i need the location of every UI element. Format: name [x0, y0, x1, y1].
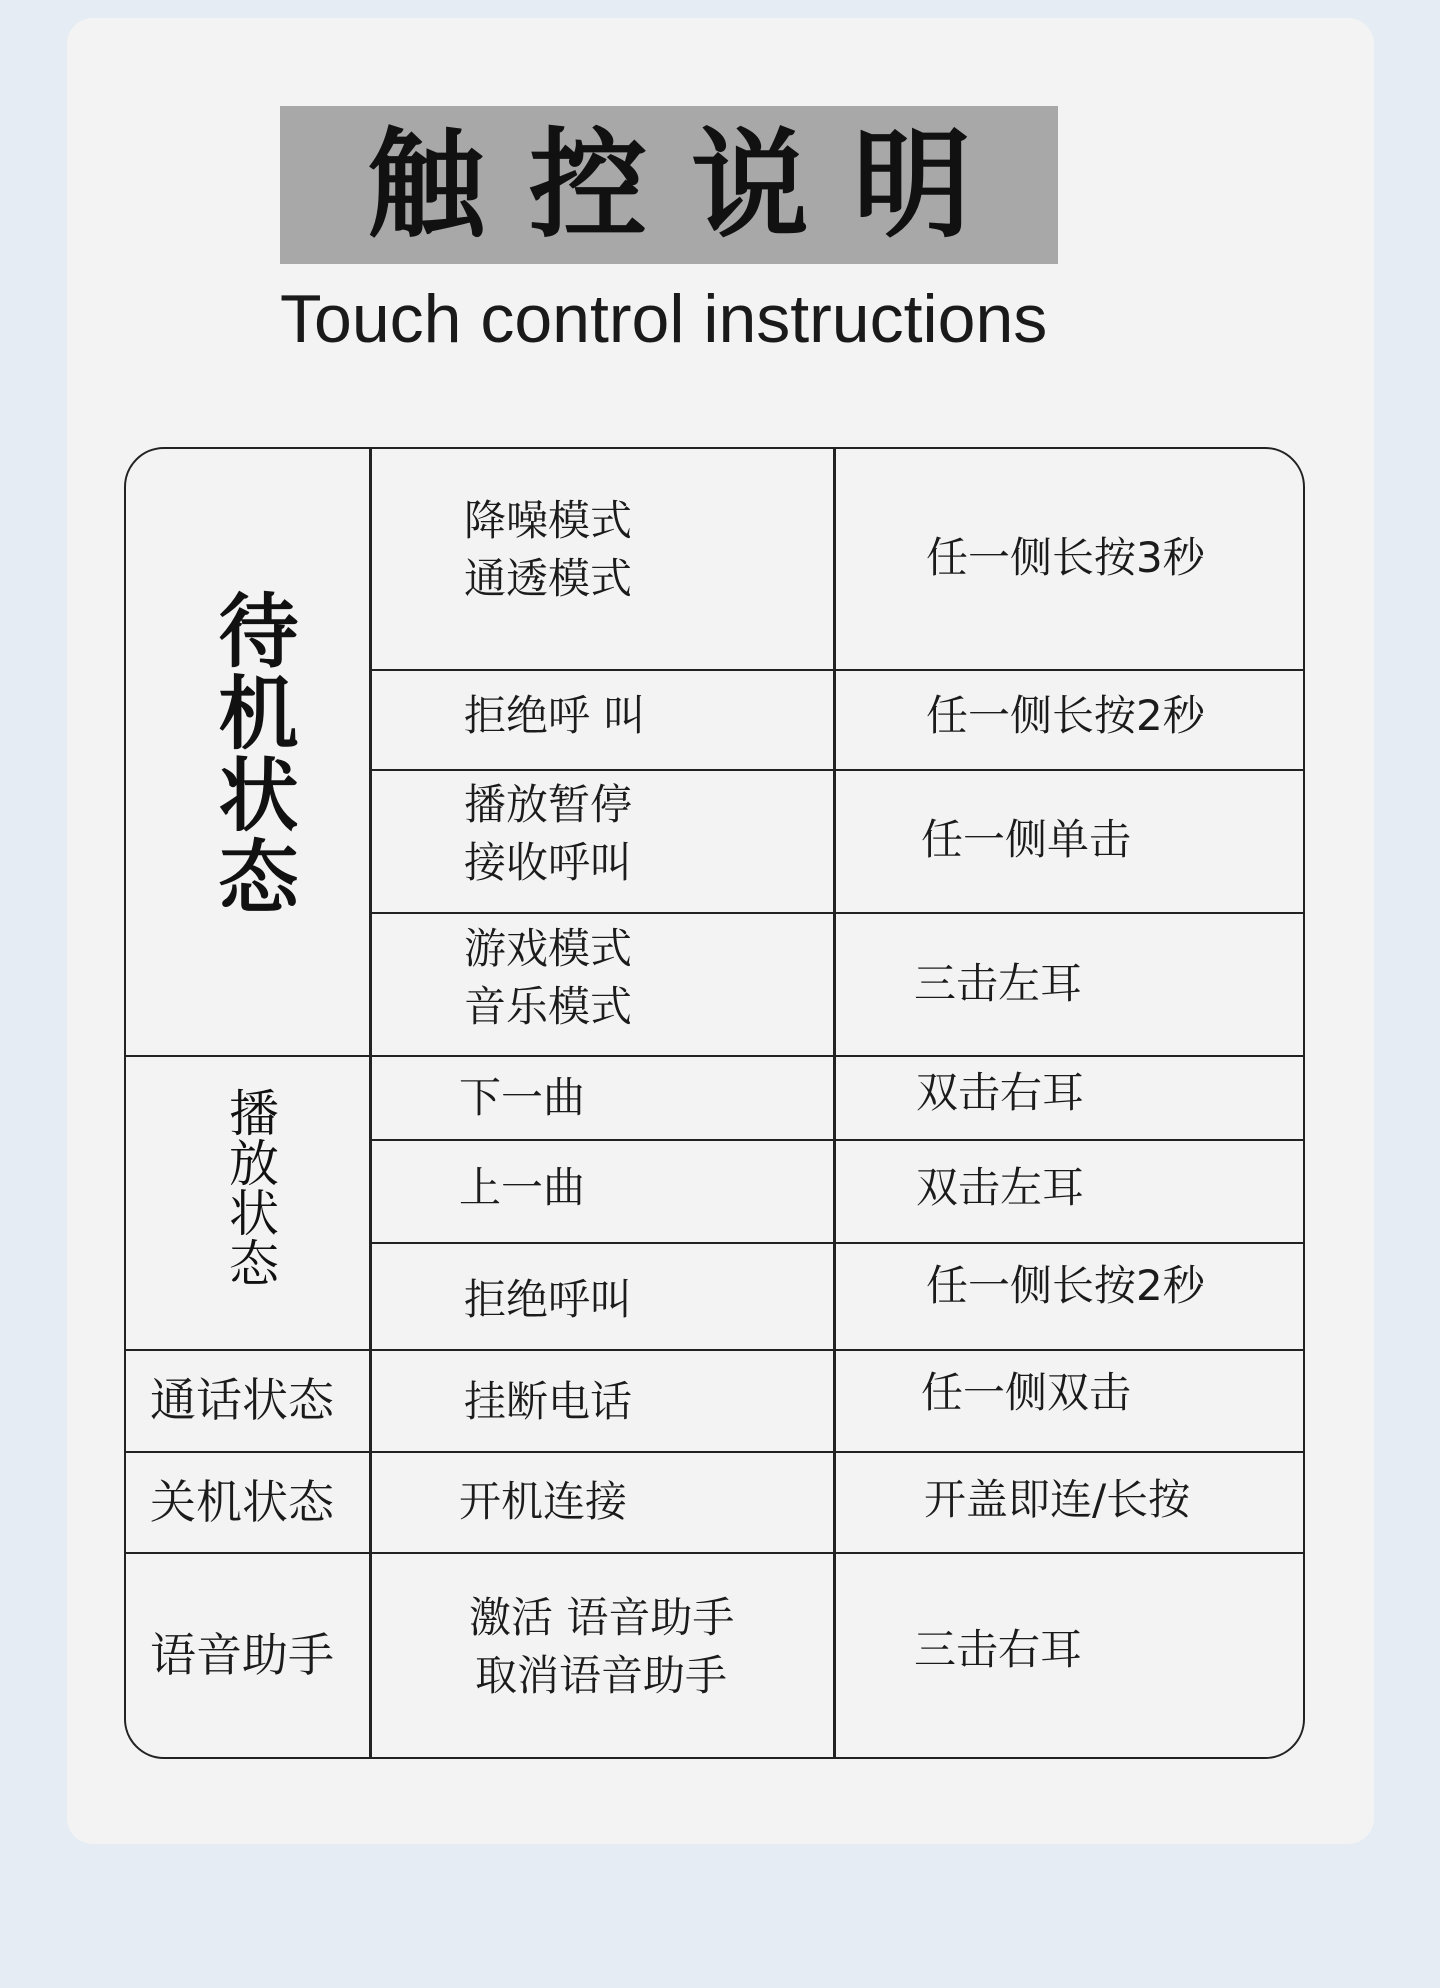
page-subtitle: Touch control instructions: [280, 281, 1048, 357]
action-cell: 三击左耳: [914, 959, 1083, 1008]
action-cell: 任一侧单击: [921, 815, 1132, 864]
page-title: 触控说明: [366, 116, 1015, 254]
action-cell: 任一侧长按3秒: [926, 533, 1205, 582]
row-divider: [126, 1055, 1303, 1057]
group-label-voice-assistant: 语音助手: [150, 1628, 334, 1682]
function-cell: [464, 492, 632, 608]
function-cell: 挂断电话: [464, 1377, 633, 1426]
group-label-playing: 播放状态: [221, 1087, 279, 1287]
title-banner: [280, 106, 1058, 264]
instructions-table: [124, 447, 1305, 1759]
row-divider: [126, 1552, 1303, 1554]
function-text: 游戏模式: [464, 924, 633, 973]
action-cell: 双击左耳: [916, 1163, 1085, 1212]
function-cell: 开机连接: [459, 1477, 628, 1526]
function-cell: [464, 776, 632, 892]
row-divider: [126, 1349, 1303, 1351]
action-cell: 任一侧长按2秒: [926, 691, 1205, 740]
function-text: 降噪模式: [464, 496, 633, 545]
column-divider: [369, 449, 372, 1759]
group-label-standby: 待机状态: [205, 589, 298, 917]
function-cell: [469, 1589, 734, 1705]
function-cell: [464, 920, 632, 1036]
group-label-powered-off: 关机状态: [150, 1475, 334, 1529]
row-divider: [369, 1242, 1303, 1244]
function-cell: 上一曲: [459, 1163, 586, 1212]
column-divider: [833, 449, 836, 1759]
row-divider: [369, 669, 1303, 671]
function-text: 取消语音助手: [475, 1650, 728, 1700]
function-text: 激活 语音助手: [469, 1593, 735, 1642]
function-text: 通透模式: [464, 553, 633, 603]
function-cell: 拒绝呼 叫: [464, 691, 646, 740]
function-cell: 拒绝呼叫: [464, 1275, 633, 1324]
function-text: 播放暂停: [464, 780, 633, 829]
row-divider: [126, 1451, 1303, 1453]
action-cell: 三击右耳: [914, 1625, 1083, 1674]
function-cell: 下一曲: [459, 1073, 586, 1122]
action-cell: 任一侧长按2秒: [926, 1261, 1205, 1310]
action-cell: 双击右耳: [916, 1068, 1085, 1117]
group-label-in-call: 通话状态: [150, 1373, 334, 1427]
row-divider: [369, 912, 1303, 914]
function-text: 音乐模式: [464, 981, 633, 1031]
action-cell: 任一侧双击: [921, 1368, 1132, 1417]
row-divider: [369, 1139, 1303, 1141]
function-text: 接收呼叫: [464, 837, 633, 887]
action-cell: 开盖即连/长按: [924, 1475, 1191, 1524]
row-divider: [369, 769, 1303, 771]
